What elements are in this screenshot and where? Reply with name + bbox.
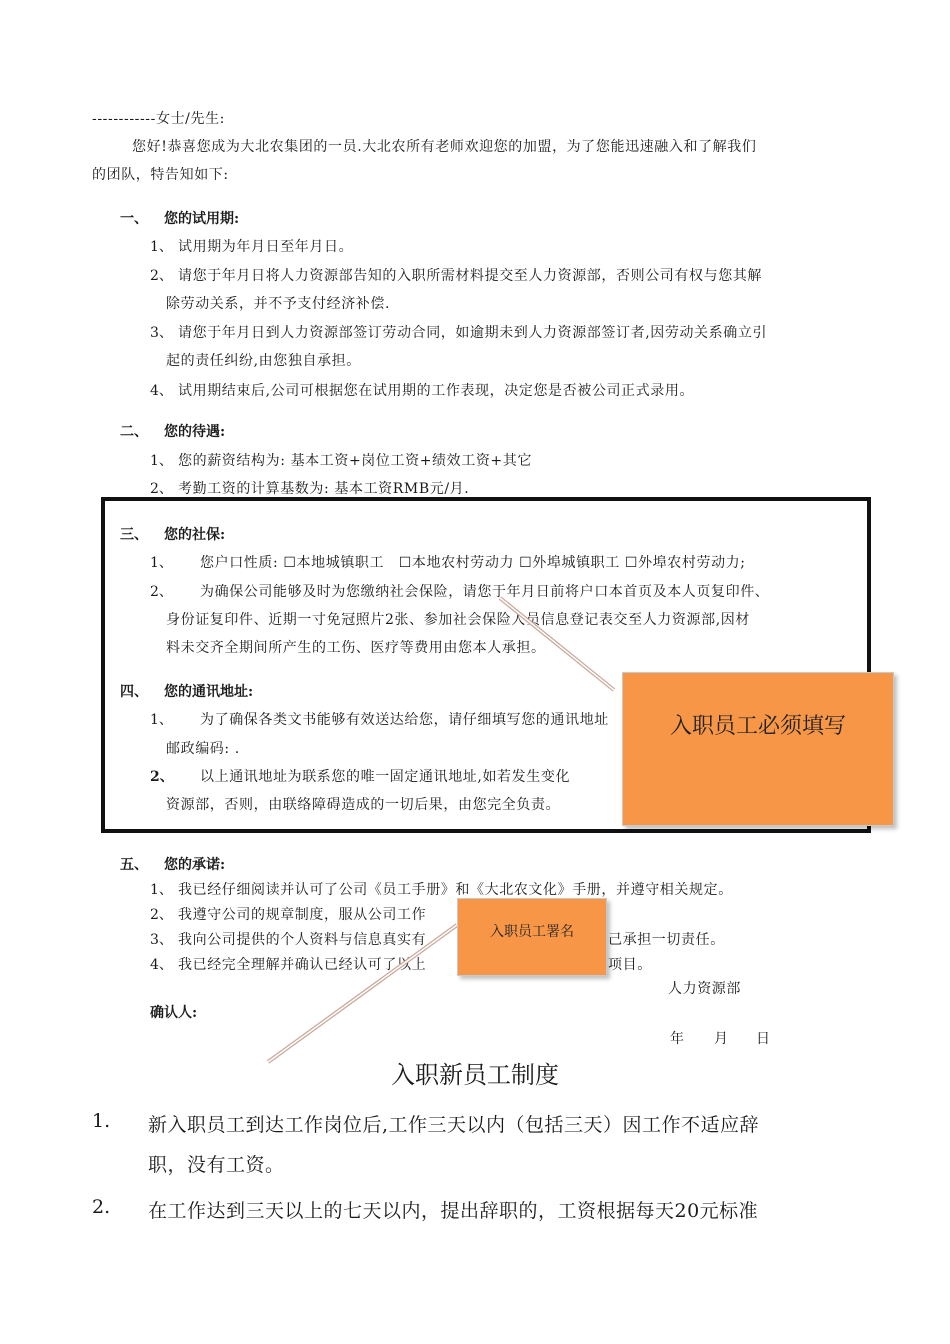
s4-item-2-num: 2、 (150, 769, 174, 785)
section-5-number: 五、 (120, 857, 148, 873)
section-3-number: 三、 (120, 527, 148, 543)
section-4-number: 四、 (120, 684, 148, 700)
hr-department: 人力资源部 (668, 981, 741, 997)
policy-item-1-num: 1. (92, 1110, 111, 1132)
confirm-label: 确认人: (150, 1005, 198, 1021)
s1-item-4-text: 试用期结束后,公司可根据您在试用期的工作表现，决定您是否被公司正式录用。 (178, 383, 695, 399)
s1-item-2-text: 请您于年月日将人力资源部告知的入职所需材料提交至人力资源部，否则公司有权与您其解 (178, 268, 762, 284)
s5-item-4-num: 4、 (150, 957, 173, 973)
s3-item-1-text[interactable]: 您户口性质: ☐本地城镇职工 ☐本地农村劳动力 ☐外埠城镇职工 ☐外埠农村劳动力; (200, 555, 746, 571)
s3-item-2-text-cont-1: 身份证复印件、近期一寸免冠照片2张、参加社会保险人员信息登记表交至人力资源部,因材 (166, 612, 750, 628)
s1-item-3-num: 3、 (150, 325, 173, 341)
s2-item-2-num: 2、 (150, 481, 173, 497)
section-4-heading: 您的通讯地址: (164, 684, 254, 700)
leader-line-signature-inner (268, 925, 457, 1062)
s5-item-4-text: 我已经完全理解并确认已经认可了以上 (178, 957, 427, 973)
s3-item-2-text: 为确保公司能够及时为您缴纳社会保险，请您于年月日前将户口本首页及本人页复印件、 (200, 584, 770, 600)
s4-item-1-num: 1、 (150, 712, 173, 728)
s5-item-2-text: 我遵守公司的规章制度，服从公司工作 (178, 907, 427, 923)
policy-item-2-num: 2. (92, 1196, 111, 1218)
s5-item-2-num: 2、 (150, 907, 173, 923)
section-3-heading: 您的社保: (164, 527, 226, 543)
leader-line-must-fill-inner (500, 598, 614, 690)
s4-item-1-text: 为了确保各类文书能够有效送达给您，请仔细填写您的通讯地址 (200, 712, 609, 728)
s5-item-4-text-end: 项目。 (608, 957, 652, 973)
section-1-heading: 您的试用期: (164, 211, 240, 227)
signature-callout-text: 入职员工署名 (490, 924, 574, 940)
s1-item-4-num: 4、 (150, 383, 173, 399)
s5-item-3-num: 3、 (150, 932, 173, 948)
date-month: 月 (714, 1031, 729, 1047)
s5-item-1-num: 1、 (150, 882, 173, 898)
policy-title: 入职新员工制度 (391, 1061, 559, 1089)
policy-item-1-text: 新入职员工到达工作岗位后,工作三天以内（包括三天）因工作不适应辞 (148, 1114, 760, 1136)
s4-item-1-text-cont: 邮政编码: . (166, 741, 240, 757)
s1-item-2-num: 2、 (150, 268, 173, 284)
s5-item-3-text: 我向公司提供的个人资料与信息真实有 (178, 932, 427, 948)
intro-line-2: 的团队，特告知如下: (92, 167, 229, 183)
s2-item-2-text: 考勤工资的计算基数为: 基本工资RMB元/月. (178, 481, 470, 497)
date-year: 年 (670, 1031, 685, 1047)
must-fill-callout-text: 入职员工必须填写 (669, 713, 846, 739)
s2-item-1-num: 1、 (150, 453, 173, 469)
section-5-heading: 您的承诺: (164, 857, 226, 873)
policy-item-2-text: 在工作达到三天以上的七天以内，提出辞职的，工资根据每天20元标准 (148, 1200, 759, 1222)
s5-item-3-text-end: 己承担一切责任。 (608, 932, 725, 948)
salutation: ------------女士/先生: (92, 111, 225, 127)
s4-item-2-text: 以上通讯地址为联系您的唯一固定通讯地址,如若发生变化 (200, 769, 571, 785)
s4-item-2-text-cont: 资源部，否则，由联络障碍造成的一切后果，由您完全负责。 (166, 797, 561, 813)
intro-line-1: 您好!恭喜您成为大北农集团的一员.大北农所有老师欢迎您的加盟，为了您能迅速融入和了解我们 (132, 139, 757, 155)
s3-item-2-num: 2、 (150, 584, 173, 600)
signature-callout (457, 898, 607, 976)
s1-item-1-num: 1、 (150, 239, 173, 255)
s1-item-1-text: 试用期为年月日至年月日。 (178, 239, 354, 255)
section-2-number: 二、 (120, 424, 148, 440)
section-2-heading: 您的待遇: (164, 424, 226, 440)
policy-item-1-text-cont: 职，没有工资。 (148, 1154, 285, 1176)
date-day: 日 (756, 1031, 771, 1047)
s3-item-2-text-cont-2: 料未交齐全期间所产生的工伤、医疗等费用由您本人承担。 (166, 640, 546, 656)
section-1-number: 一、 (120, 211, 148, 227)
s1-item-3-text-cont: 起的责任纠纷,由您独自承担。 (166, 353, 361, 369)
must-fill-callout (622, 672, 894, 826)
s3-item-1-num: 1、 (150, 555, 173, 571)
s2-item-1-text: 您的薪资结构为: 基本工资+岗位工资+绩效工资+其它 (178, 453, 532, 469)
s5-item-1-text: 我已经仔细阅读并认可了公司《员工手册》和《大北农文化》手册，并遵守相关规定。 (178, 882, 733, 898)
s1-item-2-text-cont: 除劳动关系，并不予支付经济补偿. (166, 296, 391, 312)
s1-item-3-text: 请您于年月日到人力资源部签订劳动合同，如逾期未到人力资源部签订者,因劳动关系确立引 (178, 325, 768, 341)
